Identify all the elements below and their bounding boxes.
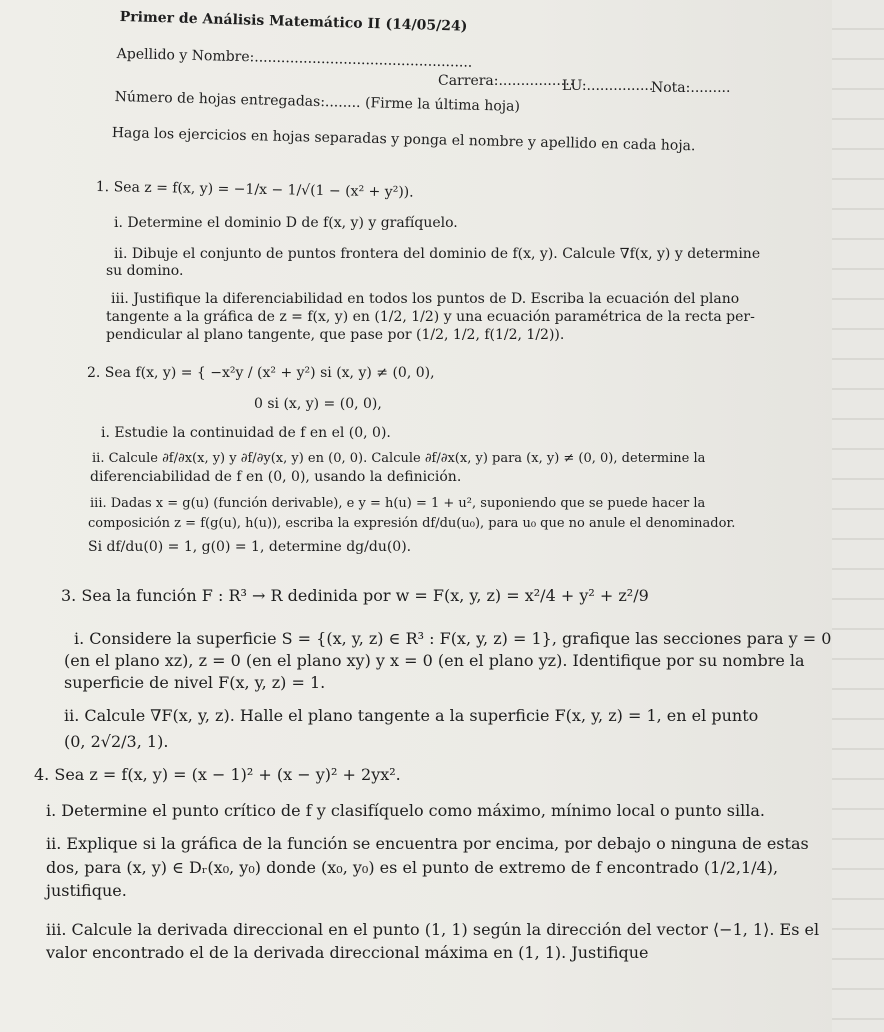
ex3-i-line1: i. Considere la superficie S = {(x, y, z) ∈ R³ : F(x, y, z) = 1}, grafique las secciones para y = 0: [74, 629, 832, 648]
ex1-iii-line1: iii. Justifique la diferenciabilidad en todos los puntos de D. Escriba la ecuación del plano: [111, 291, 740, 307]
ex2-ii-line1: ii. Calcule ∂f/∂x(x, y) y ∂f/∂y(x, y) en (0, 0). Calcule ∂f/∂x(x, y) para (x, y) ≠ (0, 0), determine la: [92, 451, 706, 466]
ex2-i: i. Estudie la continuidad de f en el (0, 0).: [101, 425, 391, 441]
ex2-iii-line1: iii. Dadas x = g(u) (función derivable), e y = h(u) = 1 + u², suponiendo que se puede hacer la: [90, 496, 706, 511]
ex3-i-line3: superficie de nivel F(x, y, z) = 1.: [64, 673, 326, 692]
sheets-count: Número de hojas entregadas:........ (Firme la última hoja): [114, 88, 521, 115]
instructions: Haga los ejercicios en hojas separadas y ponga el nombre y apellido en cada hoja.: [111, 124, 696, 155]
ex1-statement: 1. Sea z = f(x, y) = −1/x − 1/√(1 − (x² + y²)).: [95, 178, 414, 201]
ex3-ii-line2: (0, 2√2/3, 1).: [64, 732, 169, 751]
ex4-ii-line2: dos, para (x, y) ∈ Dᵣ(x₀, y₀) donde (x₀, y₀) es el punto de extremo de f encontrado (1/2,1/4),: [46, 858, 779, 877]
ex2-iii-line3: Si df/du(0) = 1, g(0) = 1, determine dg/du(0).: [88, 539, 412, 555]
ex1-ii-line2: su domino.: [106, 263, 184, 279]
ex3-i-line2: (en el plano xz), z = 0 (en el plano xy) y x = 0 (en el plano yz). Identifique por su nombre la: [64, 651, 805, 670]
nota-field: Nota:.........: [651, 80, 731, 96]
carrera-field: Carrera:.................: [438, 73, 575, 89]
ex1-ii-line1: ii. Dibuje el conjunto de puntos frontera del dominio de f(x, y). Calcule ∇f(x, y) y determine: [114, 246, 761, 262]
lu-field: LU:...............: [562, 78, 654, 94]
ex1-iii-line3: pendicular al plano tangente, que pase por (1/2, 1/2, f(1/2, 1/2)).: [106, 327, 565, 343]
ex3-ii-line1: ii. Calcule ∇F(x, y, z). Halle el plano tangente a la superficie F(x, y, z) = 1, en el punto: [64, 706, 759, 725]
ex4-ii-line3: justifique.: [46, 881, 127, 900]
ex2-ii-line2: diferenciabilidad de f en (0, 0), usando la definición.: [90, 469, 462, 485]
ex4-ii-line1: ii. Explique si la gráfica de la función se encuentra por encima, por debajo o ninguna de estas: [46, 834, 809, 853]
ex4-iii-line2: valor encontrado el de la derivada direccional máxima en (1, 1). Justifique: [46, 943, 649, 962]
ex3-statement: 3. Sea la función F : R³ → R dedinida por w = F(x, y, z) = x²/4 + y² + z²/9: [61, 586, 649, 605]
ex4-statement: 4. Sea z = f(x, y) = (x − 1)² + (x − y)² + 2yx².: [34, 765, 401, 784]
ex4-iii-line1: iii. Calcule la derivada direccional en el punto (1, 1) según la dirección del vector ⟨−1, 1⟩. Es el: [46, 920, 820, 939]
ex2-statement-line1: 2. Sea f(x, y) = { −x²y / (x² + y²) si (x, y) ≠ (0, 0),: [87, 365, 435, 381]
ex1-i: i. Determine el dominio D de f(x, y) y grafíquelo.: [114, 215, 458, 231]
ex2-statement-line2: 0 si (x, y) = (0, 0),: [254, 396, 382, 412]
name-field: Apellido y Nombre:.................................................: [116, 45, 473, 71]
ex2-iii-line2: composición z = f(g(u), h(u)), escriba la expresión df/du(u₀), para u₀ que no anule el denominador.: [88, 516, 736, 531]
ex1-iii-line2: tangente a la gráfica de z = f(x, y) en (1/2, 1/2) y una ecuación paramétrica de la recta per-: [106, 309, 755, 325]
ex4-i: i. Determine el punto crítico de f y clasifíquelo como máximo, mínimo local o punto silla.: [46, 801, 765, 820]
exam-title: Primer de Análisis Matemático II (14/05/24): [119, 8, 468, 35]
page-edge-stack: [832, 0, 884, 1032]
